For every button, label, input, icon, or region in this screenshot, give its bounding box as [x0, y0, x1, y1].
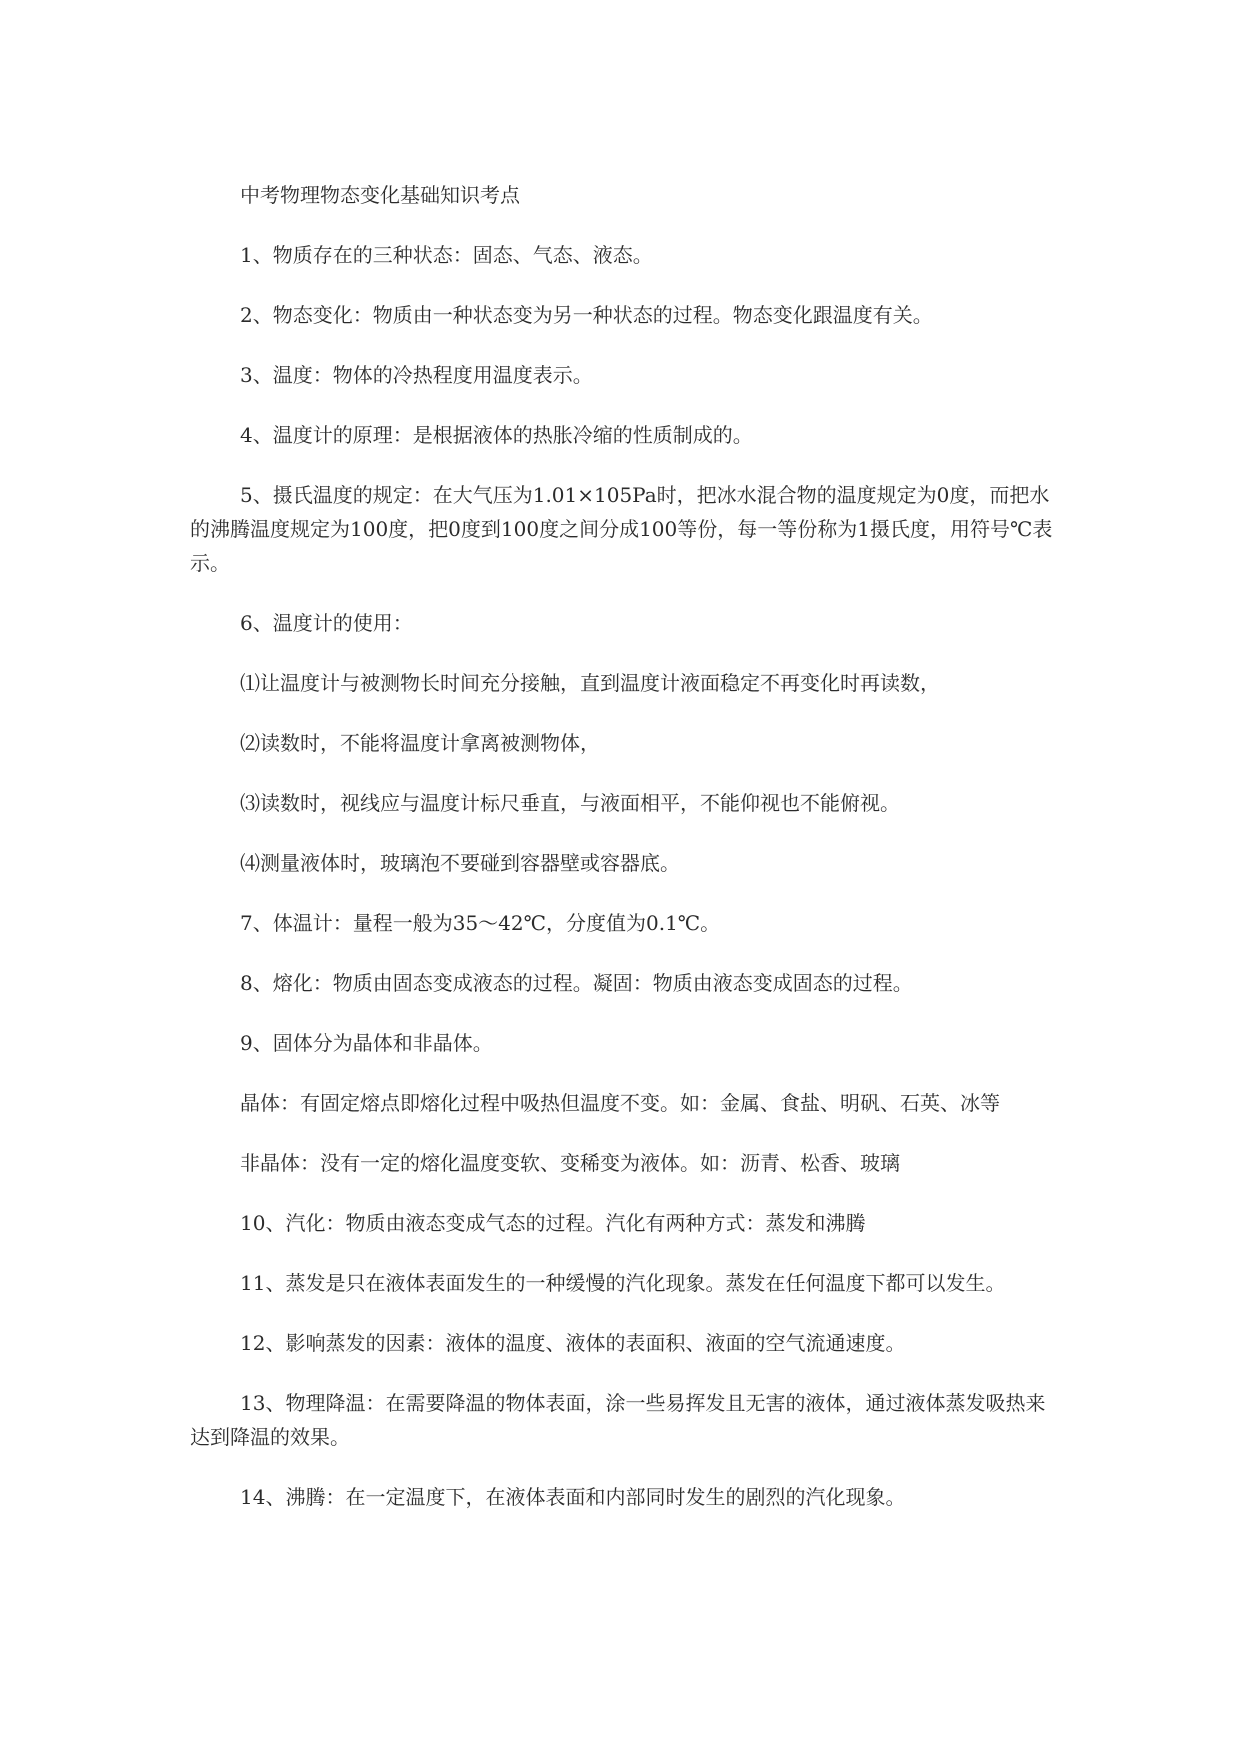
paragraph-6-2: ⑵读数时，不能将温度计拿离被测物体，	[240, 731, 600, 755]
paragraph-12: 12、影响蒸发的因素：液体的温度、液体的表面积、液面的空气流通速度。	[240, 1331, 906, 1355]
paragraph-6-1: ⑴让温度计与被测物长时间充分接触，直到温度计液面稳定不再变化时再读数，	[240, 671, 940, 695]
paragraph-9: 9、固体分为晶体和非晶体。	[240, 1031, 493, 1055]
paragraph-2: 2、物态变化：物质由一种状态变为另一种状态的过程。物态变化跟温度有关。	[240, 303, 933, 327]
paragraph-6: 6、温度计的使用：	[240, 611, 413, 635]
paragraph-1: 1、物质存在的三种状态：固态、气态、液态。	[240, 243, 653, 267]
paragraph-amorphous: 非晶体：没有一定的熔化温度变软、变稀变为液体。如：沥青、松香、玻璃	[240, 1151, 900, 1175]
paragraph-10: 10、汽化：物质由液态变成气态的过程。汽化有两种方式：蒸发和沸腾	[240, 1211, 866, 1235]
paragraph-4: 4、温度计的原理：是根据液体的热胀冷缩的性质制成的。	[240, 423, 753, 447]
paragraph-7: 7、体温计：量程一般为35～42℃，分度值为0.1℃。	[240, 911, 721, 935]
paragraph-8: 8、熔化：物质由固态变成液态的过程。凝固：物质由液态变成固态的过程。	[240, 971, 913, 995]
paragraph-13: 13、物理降温：在需要降温的物体表面，涂一些易挥发且无害的液体，通过液体蒸发吸热来达到降温的效果。	[190, 1391, 1046, 1449]
paragraph-14: 14、沸腾：在一定温度下，在液体表面和内部同时发生的剧烈的汽化现象。	[240, 1485, 906, 1509]
document-title: 中考物理物态变化基础知识考点	[240, 183, 520, 207]
paragraph-6-4: ⑷测量液体时，玻璃泡不要碰到容器壁或容器底。	[240, 851, 680, 875]
paragraph-3: 3、温度：物体的冷热程度用温度表示。	[240, 363, 593, 387]
document-body	[190, 178, 1060, 1540]
paragraph-11: 11、蒸发是只在液体表面发生的一种缓慢的汽化现象。蒸发在任何温度下都可以发生。	[240, 1271, 1006, 1295]
paragraph-crystal: 晶体：有固定熔点即熔化过程中吸热但温度不变。如：金属、食盐、明矾、石英、冰等	[240, 1091, 1000, 1115]
paragraph-5: 5、摄氏温度的规定：在大气压为1.01×105Pa时，把冰水混合物的温度规定为0度，而把水的沸腾温度规定为100度，把0度到100度之间分成100等份，每一等份称为1摄氏度，用符号℃表示。	[190, 483, 1053, 575]
paragraph-6-3: ⑶读数时，视线应与温度计标尺垂直，与液面相平，不能仰视也不能俯视。	[240, 791, 900, 815]
